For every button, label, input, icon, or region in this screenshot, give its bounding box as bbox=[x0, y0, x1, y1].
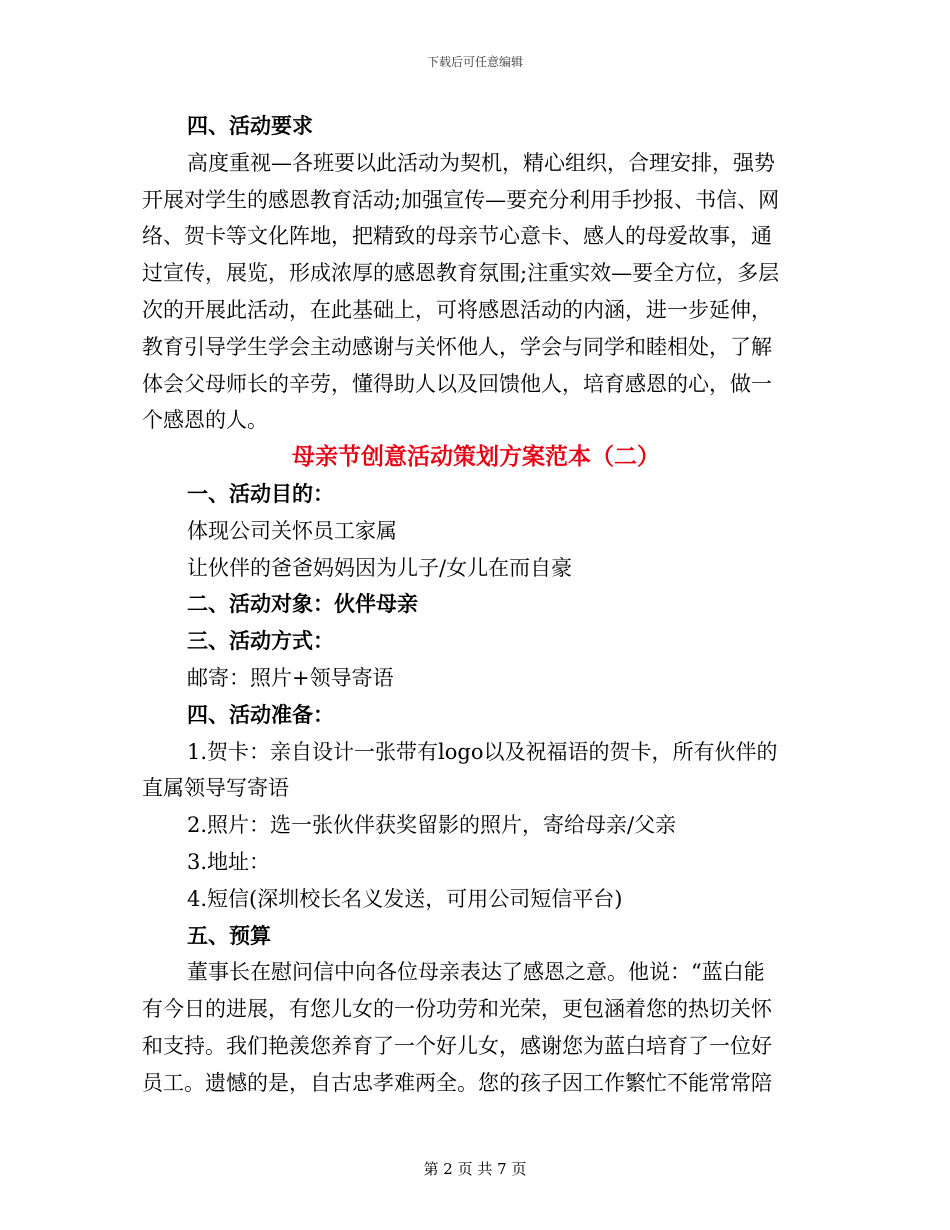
section-heading-audience: 二、活动对象：伙伴母亲 bbox=[187, 591, 418, 617]
section-heading-preparation: 四、活动准备： bbox=[187, 701, 334, 727]
method-line: 邮寄：照片+领导寄语 bbox=[187, 665, 394, 690]
paragraph-line: 络、贺卡等文化阵地，把精致的母亲节心意卡、感人的母爱故事，通 bbox=[142, 224, 772, 249]
prep-item-3 bbox=[142, 844, 810, 881]
purpose-line: 体现公司关怀员工家属 bbox=[187, 518, 397, 543]
prep-item-1 bbox=[142, 734, 810, 771]
item-number: 1. bbox=[187, 739, 208, 764]
prep-item-2 bbox=[142, 807, 810, 844]
paragraph-line: 次的开展此活动，在此基础上，可将感恩活动的内涵，进一步延伸， bbox=[142, 297, 772, 322]
item-number: 4. bbox=[187, 886, 208, 911]
paragraph-line: 体会父母师长的辛劳，懂得助人以及回馈他人，培育感恩的心，做一 bbox=[142, 371, 772, 396]
prep-item-4 bbox=[142, 881, 810, 918]
item-number: 3. bbox=[187, 849, 208, 874]
item-text: 照片：选一张伙伴获奖留影的照片，寄给母亲/父亲 bbox=[207, 813, 677, 838]
paragraph-line: 教育引导学生学会主动感谢与关怀他人，学会与同学和睦相处，了解 bbox=[142, 334, 772, 359]
document-body bbox=[142, 108, 810, 1102]
page-footer: 第 2 页 共 7 页 bbox=[423, 1160, 527, 1178]
paragraph-line: 和支持。我们艳羡您养育了一个好儿女，感谢您为蓝白培育了一位好 bbox=[142, 1033, 772, 1058]
page-header: 下载后可任意编辑 bbox=[426, 55, 523, 69]
paragraph-line: 个感恩的人。 bbox=[142, 408, 268, 433]
paragraph-line: 董事长在慰问信中向各位母亲表达了感恩之意。他说：“蓝白能 bbox=[187, 960, 765, 985]
item-text: 地址： bbox=[207, 849, 271, 874]
paragraph-line: 高度重视—各班要以此活动为契机，精心组织，合理安排，强势 bbox=[187, 150, 775, 175]
section-heading-requirements: 四、活动要求 bbox=[187, 113, 313, 138]
section-heading-method: 三、活动方式： bbox=[187, 628, 334, 654]
item-text: 贺卡：亲自设计一张带有logo以及祝福语的贺卡，所有伙伴的 bbox=[207, 739, 778, 764]
paragraph-line: 过宣传，展览，形成浓厚的感恩教育氛围;注重实效—要全方位，多层 bbox=[142, 261, 780, 286]
prep-item-1-continued: 直属领导写寄语 bbox=[142, 776, 289, 801]
item-number: 2. bbox=[187, 813, 208, 838]
paragraph-line: 开展对学生的感恩教育活动;加强宣传—要充分利用手抄报、书信、网 bbox=[142, 187, 780, 212]
purpose-line: 让伙伴的爸爸妈妈因为儿子/女儿在而自豪 bbox=[187, 555, 573, 580]
paragraph-line: 有今日的进展，有您儿女的一份功劳和光荣，更包涵着您的热切关怀 bbox=[142, 997, 772, 1022]
document-title: 母亲节创意活动策划方案范本（二） bbox=[292, 443, 660, 471]
section-heading-purpose: 一、活动目的： bbox=[187, 480, 334, 506]
section-heading-budget: 五、预算 bbox=[187, 922, 271, 948]
paragraph-line: 员工。遗憾的是，自古忠孝难两全。您的孩子因工作繁忙不能常常陪 bbox=[142, 1070, 772, 1095]
item-text: 短信(深圳校长名义发送，可用公司短信平台) bbox=[207, 886, 623, 911]
